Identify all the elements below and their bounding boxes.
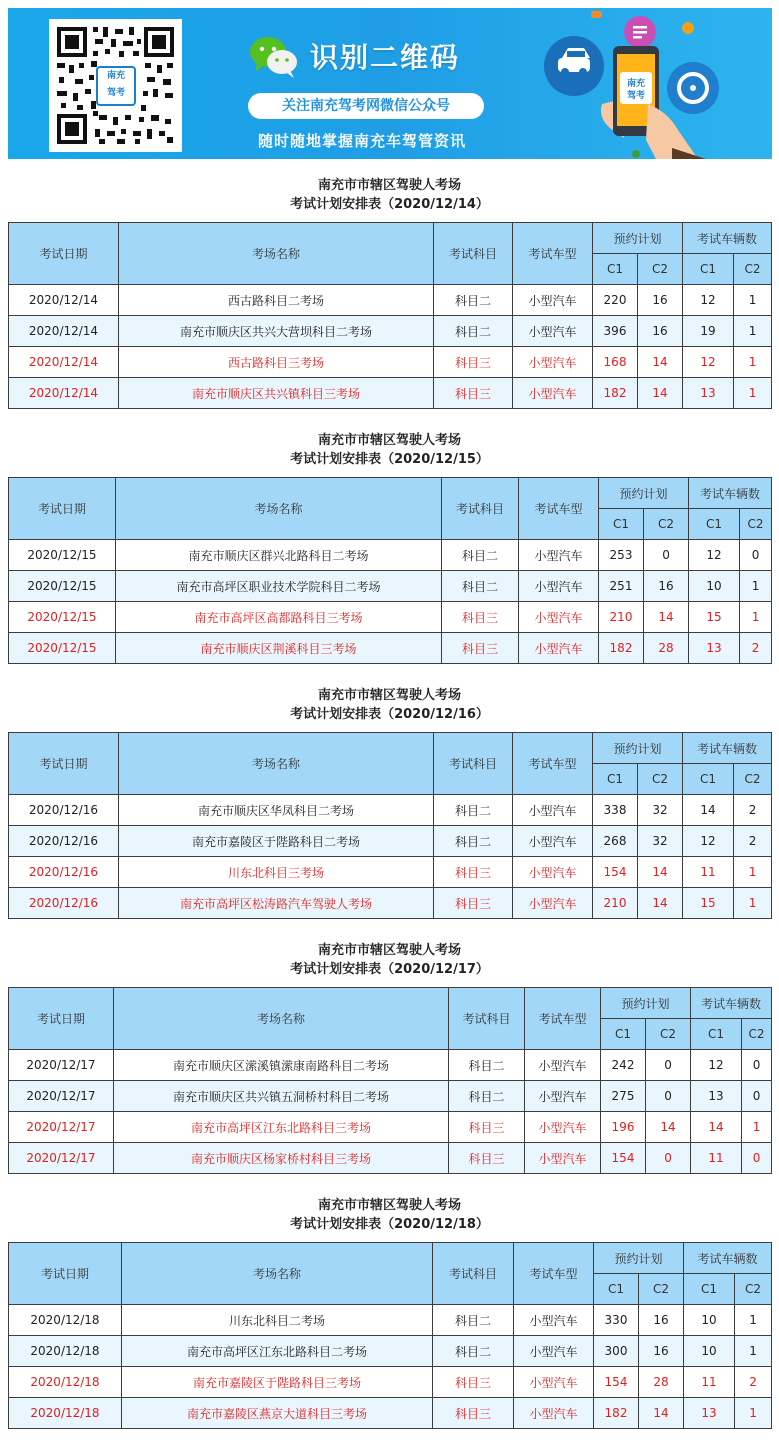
cell-cars-c2: 1 (735, 1305, 772, 1336)
cell-subject: 科目三 (449, 1143, 525, 1174)
cell-plan-c1: 253 (599, 540, 644, 571)
header-date: 考试日期 (9, 988, 114, 1050)
cell-plan-c2: 0 (646, 1050, 691, 1081)
cell-site: 南充市顺庆区共兴大营坝科目二考场 (119, 316, 434, 347)
cell-plan-c1: 210 (593, 888, 638, 919)
cell-plan-c2: 28 (639, 1367, 684, 1398)
cell-cars-c1: 15 (683, 888, 734, 919)
cell-plan-c2: 32 (638, 795, 683, 826)
schedule-section (8, 176, 771, 409)
cell-plan-c2: 0 (646, 1081, 691, 1112)
schedule-table (8, 987, 772, 1174)
header-plan-c1: C1 (599, 509, 644, 540)
cell-site: 南充市顺庆区群兴北路科目二考场 (116, 540, 442, 571)
section-title-venue: 南充市市辖区驾驶人考场 (317, 1198, 461, 1213)
header-vehicle: 考试车型 (513, 223, 593, 285)
cell-cars-c2: 2 (734, 826, 772, 857)
cell-subject: 科目三 (434, 378, 513, 409)
cell-subject: 科目二 (434, 795, 513, 826)
schedule-section (8, 1196, 771, 1429)
cell-vehicle: 小型汽车 (513, 888, 593, 919)
section-title-venue: 南充市市辖区驾驶人考场 (317, 433, 461, 448)
banner-follow-pill[interactable]: 关注南充驾考网微信公众号 (248, 93, 484, 119)
cell-plan-c1: 330 (594, 1305, 639, 1336)
table-row (9, 1367, 772, 1398)
header-plan: 预约计划 (601, 988, 691, 1019)
cell-vehicle: 小型汽车 (525, 1112, 601, 1143)
table-row (9, 888, 772, 919)
cell-date: 2020/12/15 (9, 571, 116, 602)
cell-cars-c2: 0 (740, 540, 772, 571)
cell-date: 2020/12/18 (9, 1398, 122, 1429)
table-row (9, 540, 772, 571)
cell-plan-c1: 210 (599, 602, 644, 633)
cell-date: 2020/12/14 (9, 347, 119, 378)
cell-cars-c1: 10 (684, 1336, 735, 1367)
section-title-schedule: 考试计划安排表（2020/12/14） (290, 197, 489, 212)
cell-cars-c2: 1 (742, 1112, 772, 1143)
cell-plan-c2: 14 (644, 602, 689, 633)
cell-site: 西古路科目二考场 (119, 285, 434, 316)
cell-cars-c2: 1 (740, 571, 772, 602)
cell-plan-c2: 14 (638, 378, 683, 409)
cell-subject: 科目三 (434, 347, 513, 378)
cell-cars-c2: 1 (735, 1398, 772, 1429)
header-cars-c1: C1 (683, 764, 734, 795)
cell-cars-c2: 1 (734, 378, 772, 409)
cell-plan-c1: 251 (599, 571, 644, 602)
cell-site: 南充市高坪区职业技术学院科目二考场 (116, 571, 442, 602)
cell-cars-c2: 0 (742, 1050, 772, 1081)
cell-subject: 科目三 (434, 857, 513, 888)
section-title-venue: 南充市市辖区驾驶人考场 (317, 178, 461, 193)
cell-plan-c1: 338 (593, 795, 638, 826)
cell-plan-c2: 14 (638, 347, 683, 378)
header-plan-c2: C2 (646, 1019, 691, 1050)
cell-date: 2020/12/16 (9, 795, 119, 826)
header-subject: 考试科目 (433, 1243, 514, 1305)
cell-site: 南充市高坪区松涛路汽车驾驶人考场 (119, 888, 434, 919)
schedule-table (8, 1242, 772, 1429)
section-title-schedule: 考试计划安排表（2020/12/18） (290, 1217, 489, 1232)
section-title-venue: 南充市市辖区驾驶人考场 (317, 943, 461, 958)
header-cars-c2: C2 (740, 509, 772, 540)
wechat-banner[interactable] (8, 8, 772, 159)
cell-cars-c1: 15 (689, 602, 740, 633)
schedule-table (8, 477, 772, 664)
cell-vehicle: 小型汽车 (514, 1305, 594, 1336)
header-cars: 考试车辆数 (689, 478, 772, 509)
cell-subject: 科目二 (449, 1050, 525, 1081)
cell-subject: 科目三 (442, 602, 519, 633)
phone-illustration-icon (538, 8, 772, 159)
cell-date: 2020/12/16 (9, 888, 119, 919)
header-date: 考试日期 (9, 733, 119, 795)
cell-cars-c1: 11 (684, 1367, 735, 1398)
cell-date: 2020/12/14 (9, 285, 119, 316)
cell-cars-c1: 19 (683, 316, 734, 347)
cell-cars-c2: 0 (742, 1081, 772, 1112)
header-vehicle: 考试车型 (525, 988, 601, 1050)
section-title-venue: 南充市市辖区驾驶人考场 (317, 688, 461, 703)
schedule-section (8, 941, 771, 1174)
table-row (9, 378, 772, 409)
cell-cars-c2: 1 (734, 888, 772, 919)
schedule-table (8, 222, 772, 409)
cell-vehicle: 小型汽车 (514, 1336, 594, 1367)
cell-site: 南充市顺庆区潆溪镇潆康南路科目二考场 (114, 1050, 449, 1081)
table-row (9, 602, 772, 633)
header-cars-c2: C2 (735, 1274, 772, 1305)
cell-subject: 科目二 (449, 1081, 525, 1112)
wechat-icon (249, 34, 299, 80)
cell-subject: 科目二 (434, 826, 513, 857)
cell-plan-c2: 14 (639, 1398, 684, 1429)
cell-site: 川东北科目三考场 (119, 857, 434, 888)
cell-cars-c2: 1 (734, 857, 772, 888)
cell-site: 南充市顺庆区荆溪科目三考场 (116, 633, 442, 664)
cell-cars-c2: 1 (734, 347, 772, 378)
header-date: 考试日期 (9, 1243, 122, 1305)
cell-date: 2020/12/15 (9, 602, 116, 633)
header-site: 考场名称 (114, 988, 449, 1050)
cell-cars-c2: 1 (740, 602, 772, 633)
table-row (9, 795, 772, 826)
cell-cars-c2: 2 (740, 633, 772, 664)
cell-date: 2020/12/17 (9, 1050, 114, 1081)
cell-subject: 科目三 (434, 888, 513, 919)
cell-plan-c2: 16 (639, 1336, 684, 1367)
cell-date: 2020/12/15 (9, 540, 116, 571)
cell-date: 2020/12/16 (9, 857, 119, 888)
cell-site: 南充市高坪区高都路科目三考场 (116, 602, 442, 633)
cell-subject: 科目三 (433, 1398, 514, 1429)
header-plan-c1: C1 (593, 764, 638, 795)
cell-vehicle: 小型汽车 (513, 316, 593, 347)
table-row (9, 1143, 772, 1174)
section-title-schedule: 考试计划安排表（2020/12/15） (290, 452, 489, 467)
section-title-schedule: 考试计划安排表（2020/12/16） (290, 707, 489, 722)
cell-subject: 科目二 (434, 316, 513, 347)
header-vehicle: 考试车型 (514, 1243, 594, 1305)
header-cars-c2: C2 (734, 254, 772, 285)
table-row (9, 347, 772, 378)
cell-date: 2020/12/17 (9, 1143, 114, 1174)
cell-plan-c1: 154 (594, 1367, 639, 1398)
cell-vehicle: 小型汽车 (519, 540, 599, 571)
header-plan-c2: C2 (638, 764, 683, 795)
table-row (9, 1081, 772, 1112)
qr-logo (96, 66, 136, 106)
header-date: 考试日期 (9, 478, 116, 540)
cell-vehicle: 小型汽车 (519, 633, 599, 664)
section-title-schedule: 考试计划安排表（2020/12/17） (290, 962, 489, 977)
qr-logo-bottom-text: 驾考 (106, 88, 125, 98)
table-row (9, 826, 772, 857)
header-cars-c1: C1 (683, 254, 734, 285)
header-plan-c1: C1 (601, 1019, 646, 1050)
cell-site: 南充市顺庆区杨家桥村科目三考场 (114, 1143, 449, 1174)
cell-plan-c1: 182 (593, 378, 638, 409)
schedule-table (8, 732, 772, 919)
table-row (9, 1050, 772, 1081)
header-site: 考场名称 (122, 1243, 433, 1305)
cell-date: 2020/12/17 (9, 1112, 114, 1143)
cell-cars-c2: 0 (742, 1143, 772, 1174)
cell-site: 南充市嘉陵区于陛路科目二考场 (119, 826, 434, 857)
table-row (9, 1112, 772, 1143)
cell-plan-c2: 16 (639, 1305, 684, 1336)
table-row (9, 285, 772, 316)
header-subject: 考试科目 (442, 478, 519, 540)
cell-date: 2020/12/18 (9, 1305, 122, 1336)
header-cars-c1: C1 (684, 1274, 735, 1305)
header-cars: 考试车辆数 (683, 223, 772, 254)
cell-subject: 科目三 (449, 1112, 525, 1143)
header-date: 考试日期 (9, 223, 119, 285)
cell-vehicle: 小型汽车 (513, 285, 593, 316)
cell-plan-c1: 396 (593, 316, 638, 347)
table-row (9, 633, 772, 664)
cell-cars-c1: 11 (683, 857, 734, 888)
cell-cars-c2: 2 (735, 1367, 772, 1398)
cell-plan-c2: 16 (644, 571, 689, 602)
cell-date: 2020/12/17 (9, 1081, 114, 1112)
cell-subject: 科目二 (442, 571, 519, 602)
header-subject: 考试科目 (449, 988, 525, 1050)
cell-plan-c1: 154 (601, 1143, 646, 1174)
cell-date: 2020/12/15 (9, 633, 116, 664)
cell-plan-c1: 154 (593, 857, 638, 888)
cell-vehicle: 小型汽车 (525, 1050, 601, 1081)
header-plan-c2: C2 (644, 509, 689, 540)
cell-vehicle: 小型汽车 (513, 378, 593, 409)
qr-code (49, 19, 182, 152)
cell-cars-c1: 13 (689, 633, 740, 664)
header-plan: 预约计划 (593, 733, 683, 764)
header-plan: 预约计划 (594, 1243, 684, 1274)
header-plan-c2: C2 (639, 1274, 684, 1305)
cell-cars-c1: 14 (683, 795, 734, 826)
cell-plan-c2: 14 (638, 857, 683, 888)
cell-date: 2020/12/18 (9, 1367, 122, 1398)
cell-plan-c2: 0 (646, 1143, 691, 1174)
header-cars-c1: C1 (689, 509, 740, 540)
cell-cars-c1: 11 (691, 1143, 742, 1174)
cell-site: 南充市顺庆区共兴镇科目三考场 (119, 378, 434, 409)
cell-cars-c1: 13 (683, 378, 734, 409)
cell-plan-c1: 275 (601, 1081, 646, 1112)
header-site: 考场名称 (119, 223, 434, 285)
cell-cars-c2: 1 (734, 285, 772, 316)
cell-vehicle: 小型汽车 (514, 1398, 594, 1429)
header-cars-c2: C2 (734, 764, 772, 795)
cell-plan-c2: 14 (638, 888, 683, 919)
banner-title: 识别二维码 (310, 41, 461, 74)
header-site: 考场名称 (119, 733, 434, 795)
table-row (9, 1398, 772, 1429)
cell-subject: 科目二 (442, 540, 519, 571)
cell-vehicle: 小型汽车 (519, 602, 599, 633)
header-plan-c1: C1 (593, 254, 638, 285)
cell-cars-c1: 12 (683, 826, 734, 857)
cell-site: 南充市高坪区江东北路科目二考场 (122, 1336, 433, 1367)
cell-site: 南充市高坪区江东北路科目三考场 (114, 1112, 449, 1143)
cell-plan-c2: 16 (638, 285, 683, 316)
cell-site: 南充市嘉陵区于陛路科目三考场 (122, 1367, 433, 1398)
cell-cars-c1: 12 (689, 540, 740, 571)
header-cars-c2: C2 (742, 1019, 772, 1050)
qr-logo-top-text: 南充 (106, 71, 125, 81)
header-cars-c1: C1 (691, 1019, 742, 1050)
header-subject: 考试科目 (434, 733, 513, 795)
cell-vehicle: 小型汽车 (513, 347, 593, 378)
header-plan: 预约计划 (593, 223, 683, 254)
cell-date: 2020/12/14 (9, 316, 119, 347)
cell-site: 南充市顺庆区共兴镇五洞桥村科目二考场 (114, 1081, 449, 1112)
cell-plan-c1: 300 (594, 1336, 639, 1367)
cell-cars-c1: 14 (691, 1112, 742, 1143)
cell-cars-c2: 1 (735, 1336, 772, 1367)
cell-cars-c1: 12 (683, 285, 734, 316)
header-cars: 考试车辆数 (691, 988, 772, 1019)
header-plan-c2: C2 (638, 254, 683, 285)
header-subject: 考试科目 (434, 223, 513, 285)
cell-plan-c2: 16 (638, 316, 683, 347)
cell-date: 2020/12/14 (9, 378, 119, 409)
cell-cars-c1: 10 (684, 1305, 735, 1336)
schedule-section (8, 431, 771, 664)
cell-plan-c1: 182 (594, 1398, 639, 1429)
table-row (9, 316, 772, 347)
header-site: 考场名称 (116, 478, 442, 540)
cell-vehicle: 小型汽车 (513, 826, 593, 857)
cell-vehicle: 小型汽车 (525, 1081, 601, 1112)
cell-vehicle: 小型汽车 (519, 571, 599, 602)
header-vehicle: 考试车型 (513, 733, 593, 795)
cell-plan-c1: 242 (601, 1050, 646, 1081)
cell-site: 川东北科目二考场 (122, 1305, 433, 1336)
cell-plan-c2: 0 (644, 540, 689, 571)
cell-site: 南充市嘉陵区燕京大道科目三考场 (122, 1398, 433, 1429)
cell-plan-c1: 168 (593, 347, 638, 378)
cell-cars-c1: 10 (689, 571, 740, 602)
cell-plan-c2: 32 (638, 826, 683, 857)
cell-vehicle: 小型汽车 (513, 857, 593, 888)
cell-cars-c2: 2 (734, 795, 772, 826)
cell-vehicle: 小型汽车 (514, 1367, 594, 1398)
banner-subtitle: 随时随地掌握南充车驾管资讯 (258, 132, 467, 150)
cell-subject: 科目二 (434, 285, 513, 316)
cell-plan-c2: 14 (646, 1112, 691, 1143)
cell-date: 2020/12/16 (9, 826, 119, 857)
cell-cars-c1: 12 (683, 347, 734, 378)
cell-plan-c1: 196 (601, 1112, 646, 1143)
header-cars: 考试车辆数 (684, 1243, 772, 1274)
cell-cars-c1: 13 (684, 1398, 735, 1429)
cell-subject: 科目三 (442, 633, 519, 664)
table-row (9, 857, 772, 888)
cell-subject: 科目二 (433, 1305, 514, 1336)
cell-vehicle: 小型汽车 (513, 795, 593, 826)
cell-cars-c1: 13 (691, 1081, 742, 1112)
cell-plan-c1: 268 (593, 826, 638, 857)
cell-plan-c2: 28 (644, 633, 689, 664)
table-row (9, 571, 772, 602)
cell-cars-c2: 1 (734, 316, 772, 347)
phone-label-bottom: 驾考 (626, 91, 646, 101)
header-vehicle: 考试车型 (519, 478, 599, 540)
cell-subject: 科目二 (433, 1336, 514, 1367)
cell-cars-c1: 12 (691, 1050, 742, 1081)
cell-subject: 科目三 (433, 1367, 514, 1398)
cell-site: 南充市顺庆区华凤科目二考场 (119, 795, 434, 826)
cell-date: 2020/12/18 (9, 1336, 122, 1367)
table-row (9, 1336, 772, 1367)
header-cars: 考试车辆数 (683, 733, 772, 764)
header-plan-c1: C1 (594, 1274, 639, 1305)
schedule-section (8, 686, 771, 919)
header-plan: 预约计划 (599, 478, 689, 509)
cell-vehicle: 小型汽车 (525, 1143, 601, 1174)
table-row (9, 1305, 772, 1336)
cell-plan-c1: 220 (593, 285, 638, 316)
phone-label-top: 南充 (626, 79, 646, 89)
cell-site: 西古路科目三考场 (119, 347, 434, 378)
cell-plan-c1: 182 (599, 633, 644, 664)
